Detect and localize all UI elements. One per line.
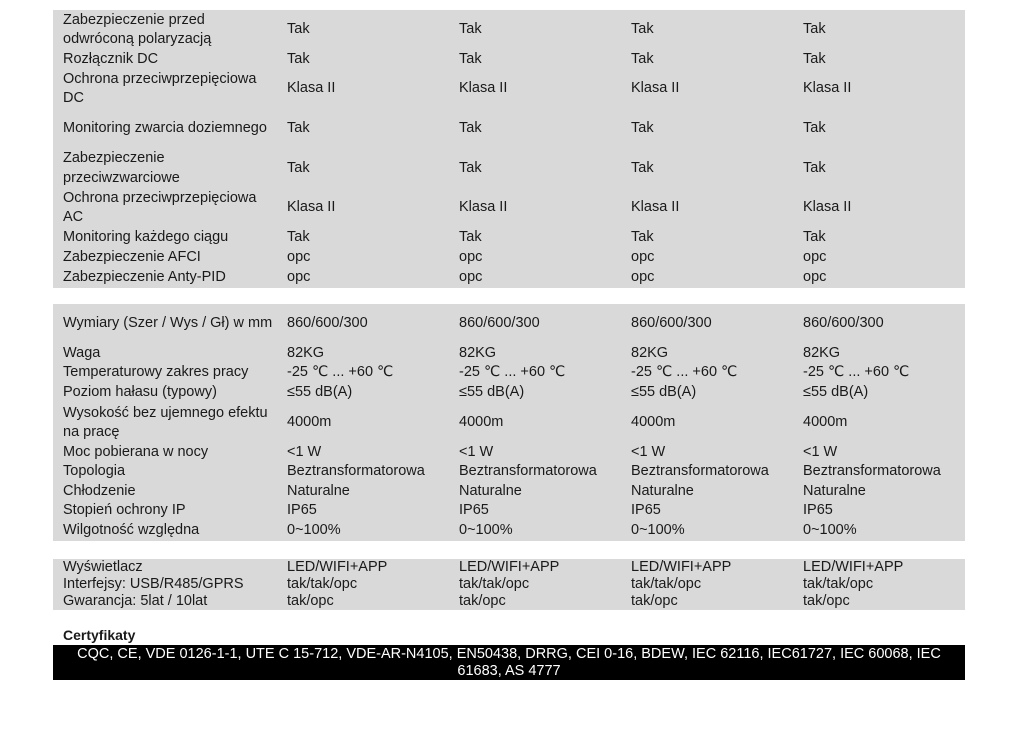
table-row	[53, 304, 965, 344]
row-label: Moc pobierana w nocy	[63, 443, 209, 460]
table-row	[53, 576, 965, 593]
table-row	[53, 228, 965, 248]
row-value: 0~100%	[631, 522, 685, 539]
protection-section	[53, 10, 965, 288]
row-value: 4000m	[631, 414, 676, 431]
row-value: Naturalne	[631, 482, 694, 499]
row-value: Tak	[459, 21, 482, 38]
row-label: Ochrona przeciwprzepięciowa AC	[63, 189, 257, 225]
table-row	[53, 383, 965, 403]
table-row	[53, 443, 965, 462]
row-value: Tak	[287, 120, 310, 137]
row-value: tak/opc	[803, 593, 850, 609]
row-value: 0~100%	[803, 522, 857, 539]
row-label: Wilgotność względna	[63, 522, 200, 539]
row-value: 0~100%	[287, 522, 341, 539]
table-row	[53, 593, 965, 610]
row-label: Chłodzenie	[63, 482, 136, 499]
row-value: -25 ℃ ... +60 ℃	[287, 364, 394, 381]
row-value: 82KG	[631, 344, 669, 361]
row-value: tak/tak/opc	[459, 576, 530, 592]
row-value: Beztransformatorowa	[459, 463, 597, 480]
row-value: Tak	[803, 21, 826, 38]
row-value: 82KG	[459, 344, 497, 361]
row-value: -25 ℃ ... +60 ℃	[803, 364, 910, 381]
table-row	[53, 188, 965, 228]
row-value: Tak	[287, 21, 310, 38]
row-value: IP65	[459, 502, 489, 519]
table-row	[53, 248, 965, 268]
table-row	[53, 10, 965, 50]
row-value: 860/600/300	[803, 315, 884, 332]
row-value: tak/tak/opc	[287, 576, 358, 592]
row-value: LED/WIFI+APP	[803, 559, 904, 575]
row-value: opc	[803, 249, 827, 266]
table-row	[53, 559, 965, 576]
row-value: opc	[287, 269, 311, 286]
table-row	[53, 462, 965, 482]
row-value: Tak	[631, 50, 654, 67]
row-value: Tak	[803, 50, 826, 67]
row-value: Tak	[631, 159, 654, 176]
row-value: IP65	[631, 502, 661, 519]
row-label: Stopień ochrony IP	[63, 502, 186, 519]
table-row	[53, 69, 965, 109]
row-value: Klasa II	[459, 80, 508, 97]
row-label: Waga	[63, 344, 101, 361]
row-value: Klasa II	[287, 80, 336, 97]
table-row	[53, 363, 965, 383]
row-value: 82KG	[803, 344, 841, 361]
row-label: Monitoring zwarcia doziemnego	[63, 120, 267, 137]
row-value: Tak	[803, 159, 826, 176]
row-value: 860/600/300	[459, 315, 540, 332]
row-value: -25 ℃ ... +60 ℃	[459, 364, 566, 381]
row-value: ≤55 dB(A)	[459, 384, 525, 401]
row-value: Tak	[459, 120, 482, 137]
row-value: <1 W	[287, 443, 322, 460]
table-row	[53, 501, 965, 521]
row-value: tak/opc	[459, 593, 506, 609]
row-value: <1 W	[631, 443, 666, 460]
row-label: Zabezpieczenie przed odwróconą polaryzacją	[63, 11, 212, 47]
row-value: Tak	[631, 21, 654, 38]
row-label: Wysokość bez ujemnego efektu na pracę	[63, 404, 268, 440]
row-value: Tak	[631, 120, 654, 137]
row-value: opc	[803, 269, 827, 286]
row-value: tak/opc	[631, 593, 678, 609]
row-value: <1 W	[803, 443, 838, 460]
row-value: Klasa II	[287, 199, 336, 216]
row-value: opc	[631, 269, 655, 286]
table-row	[53, 344, 965, 363]
row-value: Beztransformatorowa	[803, 463, 941, 480]
table-row	[53, 109, 965, 149]
row-value: IP65	[287, 502, 317, 519]
table-row	[53, 268, 965, 288]
row-value: Tak	[459, 229, 482, 246]
row-value: 82KG	[287, 344, 325, 361]
row-value: Tak	[459, 159, 482, 176]
row-value: Tak	[803, 120, 826, 137]
row-value: Tak	[631, 229, 654, 246]
row-label: Gwarancja: 5lat / 10lat	[63, 593, 208, 609]
row-label: Poziom hałasu (typowy)	[63, 384, 217, 401]
row-value: LED/WIFI+APP	[287, 559, 388, 575]
row-label: Wyświetlacz	[63, 559, 143, 575]
row-value: 0~100%	[459, 522, 513, 539]
row-label: Interfejsy: USB/R485/GPRS	[63, 576, 244, 592]
row-value: Tak	[287, 159, 310, 176]
row-value: Tak	[287, 50, 310, 67]
row-value: LED/WIFI+APP	[459, 559, 560, 575]
row-label: Zabezpieczenie Anty-PID	[63, 269, 226, 286]
row-value: Naturalne	[459, 482, 522, 499]
row-value: tak/tak/opc	[631, 576, 702, 592]
row-value: Tak	[803, 229, 826, 246]
row-label: Wymiary (Szer / Wys / Gł) w mm	[63, 315, 273, 332]
row-label: Ochrona przeciwprzepięciowa DC	[63, 70, 257, 106]
row-value: 4000m	[803, 414, 848, 431]
certifications-title: Certyfikaty	[63, 627, 136, 643]
row-value: Klasa II	[459, 199, 508, 216]
row-value: Naturalne	[287, 482, 350, 499]
general-data-section	[53, 304, 965, 541]
certifications-list: CQC, CE, VDE 0126-1-1, UTE C 15-712, VDE-AR-N4105, EN50438, DRRG, CEI 0-16, BDEW, IEC 62116, IEC61727, IEC 60068, IEC 61683, AS 4777	[53, 645, 965, 680]
row-value: 860/600/300	[631, 315, 712, 332]
row-value: IP65	[803, 502, 833, 519]
row-value: Naturalne	[803, 482, 866, 499]
row-label: Topologia	[63, 463, 126, 480]
row-value: ≤55 dB(A)	[287, 384, 353, 401]
row-value: <1 W	[459, 443, 494, 460]
row-value: Klasa II	[803, 199, 852, 216]
row-label: Rozłącznik DC	[63, 50, 159, 67]
row-value: tak/opc	[287, 593, 334, 609]
row-value: Klasa II	[631, 80, 680, 97]
row-value: Tak	[459, 50, 482, 67]
row-label: Zabezpieczenie AFCI	[63, 249, 201, 266]
row-label: Temperaturowy zakres pracy	[63, 364, 249, 381]
row-value: opc	[287, 249, 311, 266]
row-label: Monitoring każdego ciągu	[63, 229, 229, 246]
row-value: Beztransformatorowa	[287, 463, 425, 480]
interface-section	[53, 559, 965, 610]
row-value: 860/600/300	[287, 315, 368, 332]
row-value: 4000m	[459, 414, 504, 431]
row-value: Klasa II	[803, 80, 852, 97]
row-value: opc	[631, 249, 655, 266]
row-value: ≤55 dB(A)	[803, 384, 869, 401]
row-value: 4000m	[287, 414, 332, 431]
row-value: Tak	[287, 229, 310, 246]
row-value: Beztransformatorowa	[631, 463, 769, 480]
row-value: tak/tak/opc	[803, 576, 874, 592]
row-value: opc	[459, 269, 483, 286]
table-row	[53, 521, 965, 541]
row-value: LED/WIFI+APP	[631, 559, 732, 575]
table-row	[53, 482, 965, 501]
row-value: ≤55 dB(A)	[631, 384, 697, 401]
row-value: Klasa II	[631, 199, 680, 216]
row-value: opc	[459, 249, 483, 266]
row-value: -25 ℃ ... +60 ℃	[631, 364, 738, 381]
table-row	[53, 403, 965, 443]
table-row	[53, 149, 965, 188]
table-row	[53, 50, 965, 69]
row-label: Zabezpieczenie przeciwzwarciowe	[63, 150, 180, 186]
